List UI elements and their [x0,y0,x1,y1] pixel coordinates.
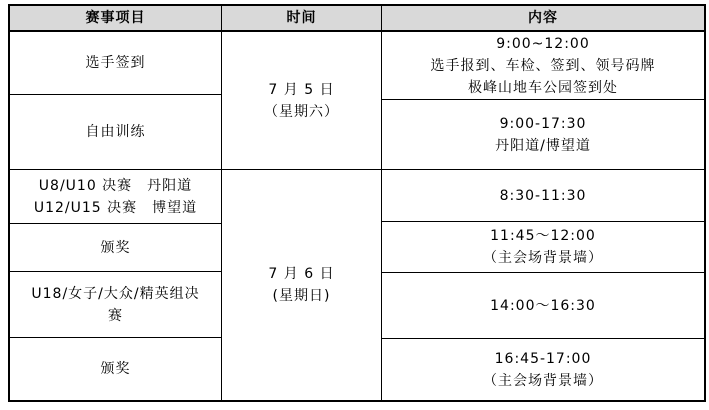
time-range-text: 8:30-11:30 [499,187,587,204]
event-header-cell [10,6,221,32]
content-cell-u8-finals-time [382,170,704,222]
schedule-table [8,4,706,402]
event-text: 颁奖 [100,361,131,377]
date-text: 7 月 5 日 [268,81,335,98]
event-cell-u18-elite-finals [10,272,221,338]
event-text: U18/女子/大众/精英组决 [31,285,200,302]
location-text: 丹阳道/博望道 [495,137,591,154]
weekday-text: （星期六） [264,103,339,120]
column-event [10,6,222,400]
time-cell-july-5 [222,32,381,170]
time-range-text: 16:45-17:00 [494,350,592,367]
content-header-cell [382,6,704,32]
event-cell-free-practice [10,95,221,170]
event-text: 自由训练 [85,124,146,140]
event-cell-awards-morning [10,224,221,272]
event-text: 颁奖 [100,239,131,256]
content-cell-free-practice [382,100,704,170]
content-cell-elite-finals-time [382,273,704,339]
time-header-cell [222,6,381,32]
content-cell-checkin-details [382,32,704,100]
time-range-text: 9:00-17:30 [499,115,587,132]
content-cell-awards-1 [382,222,704,273]
time-range-text: 11:45～12:00 [490,228,596,244]
time-range-text: 14:00～16:30 [490,297,596,314]
location-text: 极峰山地车公园签到处 [468,79,618,96]
event-cell-u8-u15-finals [10,170,221,224]
event-cell-player-checkin [10,32,221,95]
event-text: U8/U10 决赛 丹阳道 [38,177,193,194]
content-cell-awards-2 [382,339,704,400]
location-text: （主会场背景墙） [483,372,603,389]
weekday-text: (星期日) [272,288,331,304]
event-text: U12/U15 决赛 博望道 [33,199,198,216]
event-header-label: 赛事项目 [85,10,146,26]
column-content [382,6,704,400]
date-text: 7 月 6 日 [268,266,335,282]
time-cell-july-6 [222,170,381,400]
content-header-label: 内容 [528,10,558,26]
column-time [222,6,382,400]
content-text: 选手报到、车检、签到、领号码牌 [430,57,656,74]
event-text: 选手签到 [85,55,146,71]
event-cell-awards-afternoon [10,338,221,400]
event-text: 赛 [108,307,123,324]
time-header-label: 时间 [286,10,317,26]
location-text: （主会场背景墙） [483,250,603,266]
time-range-text: 9:00~12:00 [496,35,590,52]
